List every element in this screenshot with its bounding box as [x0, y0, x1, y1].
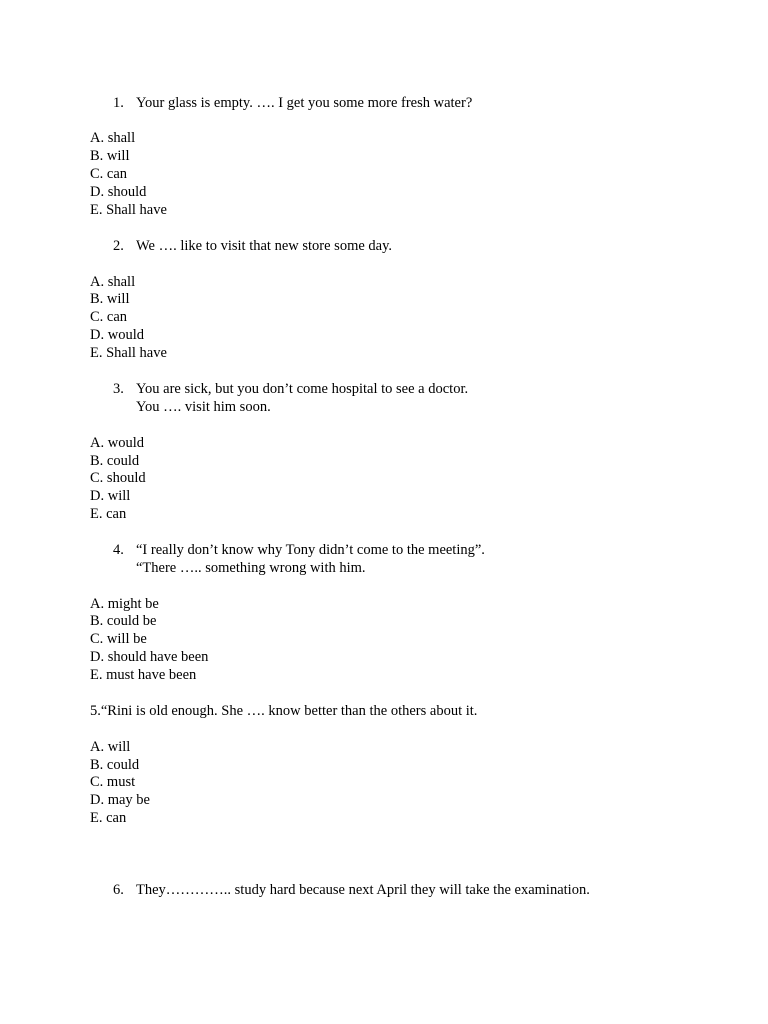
answer-option: E. Shall have: [90, 345, 167, 361]
answer-option: E. can: [90, 810, 127, 826]
answer-option: B. will: [90, 148, 130, 164]
answer-option: C. will be: [90, 631, 147, 647]
answer-option: A. will: [90, 739, 131, 755]
answer-option: D. may be: [90, 792, 150, 808]
answer-option: D. should: [90, 184, 147, 200]
answer-option: C. can: [90, 309, 128, 325]
answer-option: A. shall: [90, 130, 136, 146]
answer-option: B. could be: [90, 613, 157, 629]
question-text: You …. visit him soon.: [136, 399, 271, 415]
question-number: 1.: [113, 95, 124, 111]
answer-option: E. must have been: [90, 667, 197, 683]
answer-option: A. might be: [90, 596, 159, 612]
answer-option: B. could: [90, 757, 140, 773]
question-number: 2.: [113, 238, 124, 254]
answer-option: C. should: [90, 470, 146, 486]
answer-option: E. Shall have: [90, 202, 167, 218]
answer-option: C. must: [90, 774, 136, 790]
answer-option: A. would: [90, 435, 144, 451]
question-text: “There ….. something wrong with him.: [136, 560, 366, 576]
question-number: 4.: [113, 542, 124, 558]
question-text: Your glass is empty. …. I get you some more fresh water?: [136, 95, 473, 111]
question-text: You are sick, but you don’t come hospital to see a doctor.: [136, 381, 469, 397]
question-text: “I really don’t know why Tony didn’t come to the meeting”.: [136, 542, 485, 558]
answer-option: D. should have been: [90, 649, 209, 665]
answer-option: A. shall: [90, 274, 136, 290]
answer-option: B. will: [90, 291, 130, 307]
answer-option: D. would: [90, 327, 144, 343]
answer-option: E. can: [90, 506, 127, 522]
answer-option: C. can: [90, 166, 128, 182]
question-text: 5.“Rini is old enough. She …. know better than the others about it.: [90, 703, 478, 719]
question-number: 3.: [113, 381, 124, 397]
answer-option: D. will: [90, 488, 131, 504]
question-text: We …. like to visit that new store some day.: [136, 238, 393, 254]
question-text: They………….. study hard because next April they will take the examination.: [136, 882, 590, 898]
question-number: 6.: [113, 882, 124, 898]
answer-option: B. could: [90, 453, 140, 469]
